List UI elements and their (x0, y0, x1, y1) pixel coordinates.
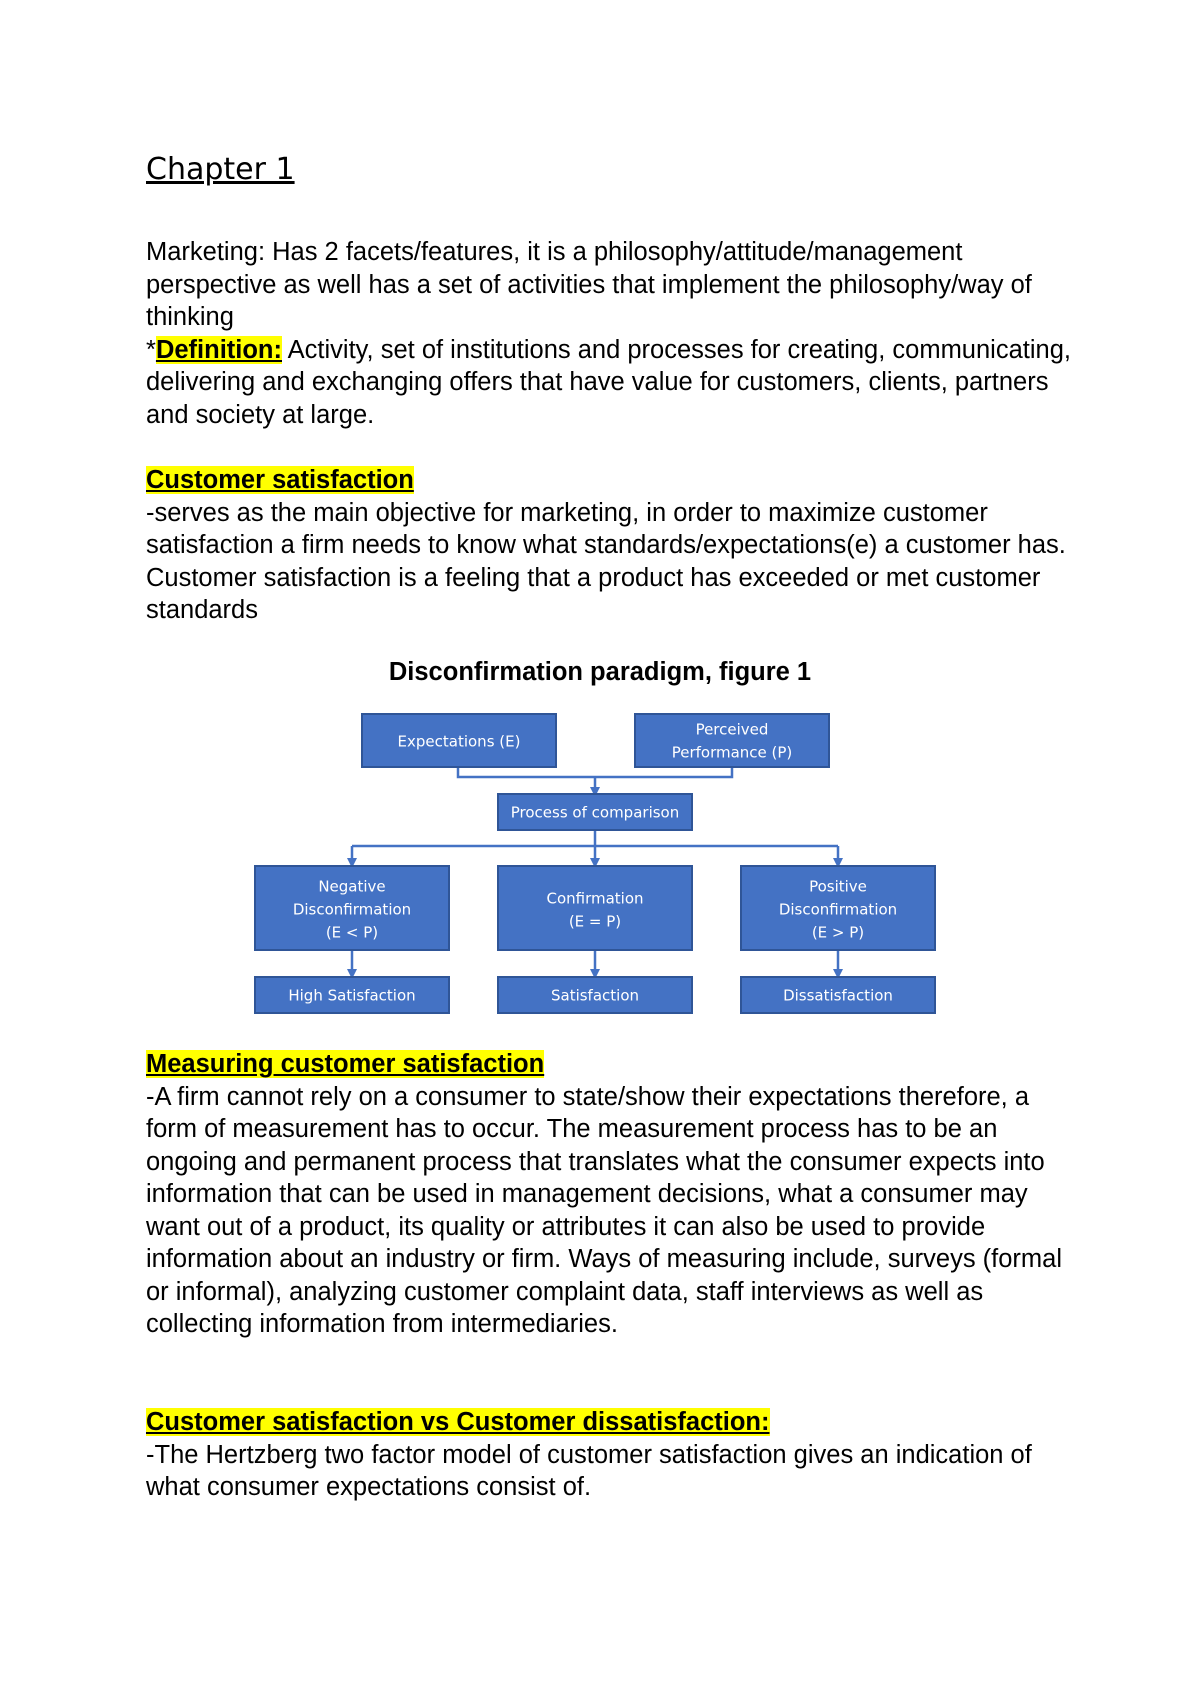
definition-text: Activity, set of institutions and processes for creating, communicating, delivering and exchanging offers that have value for customers, clients, partners and society at large. (146, 335, 1071, 429)
box-high-satisfaction (255, 977, 449, 1013)
box-confirmation-line1: Confirmation (546, 889, 644, 908)
box-negative-disconfirmation (255, 866, 449, 950)
definition-label: Definition: (155, 335, 282, 364)
chapter-heading: Chapter 1 (146, 152, 295, 187)
box-perceived-performance (635, 714, 829, 767)
vs-body: -The Hertzberg two factor model of customer satisfaction gives an indication of what consumer expectations consist of. (146, 1440, 1032, 1501)
box-positive-line1: Positive (809, 877, 867, 896)
box-positive-line2: Disconfirmation (778, 900, 898, 919)
measuring-body: -A firm cannot rely on a consumer to state/show their expectations therefore, a form of measurement has to occur. The measurement process has to be an ongoing and permanent process that translates what the consumer expects into information that can be used in management decisions, what a consumer may want out of a product, its quality or attributes it can also be used to provide information about an industry or firm. Ways of measuring include, surveys (formal or informal), analyzing customer complaint data, staff interviews as well as collecting information from intermediaries. (146, 1082, 1062, 1338)
box-negative-line1: Negative (318, 877, 386, 896)
customer-satisfaction-heading: Customer satisfaction (146, 466, 414, 494)
box-perceived-line1: Perceived (695, 720, 769, 739)
box-satisfaction (498, 977, 692, 1013)
box-comparison-line1: Process of comparison (510, 803, 680, 822)
box-positive-line3: (E > P) (811, 923, 865, 942)
measuring-heading: Measuring customer satisfaction (146, 1050, 545, 1078)
box-satisfaction-line1: Satisfaction (550, 986, 640, 1005)
box-confirmation (498, 866, 692, 950)
box-expectations (362, 714, 556, 767)
box-confirmation-line2: (E = P) (568, 912, 622, 931)
definition-prefix: * (146, 335, 156, 364)
box-dissatisfaction (741, 977, 935, 1013)
vs-section (146, 1406, 1086, 1504)
vs-heading: Customer satisfaction vs Customer dissatisfaction: (146, 1408, 770, 1436)
box-process-of-comparison (498, 794, 692, 830)
customer-satisfaction-body: -serves as the main objective for marketing, in order to maximize customer satisfaction a firm needs to know what standards/expectations(e) a customer has. Customer satisfaction is a feeling that a product has exceeded or met customer standards (146, 498, 1066, 624)
box-negative-line3: (E < P) (325, 923, 379, 942)
marketing-intro: Marketing: Has 2 facets/features, it is a philosophy/attitude/management perspective as well has a set of activities that implement the philosophy/way of thinking (146, 238, 1032, 331)
box-negative-line2: Disconfirmation (292, 900, 412, 919)
box-dissatisfaction-line1: Dissatisfaction (783, 986, 893, 1005)
box-perceived-line2: Performance (P) (671, 743, 793, 762)
top-merge-connector (458, 767, 732, 777)
box-expectations-line1: Expectations (E) (397, 732, 521, 751)
box-high-satisfaction-line1: High Satisfaction (288, 986, 416, 1005)
box-positive-disconfirmation (741, 866, 935, 950)
measuring-section (146, 1048, 1086, 1341)
figure-caption: Disconfirmation paradigm, figure 1 (388, 658, 812, 686)
